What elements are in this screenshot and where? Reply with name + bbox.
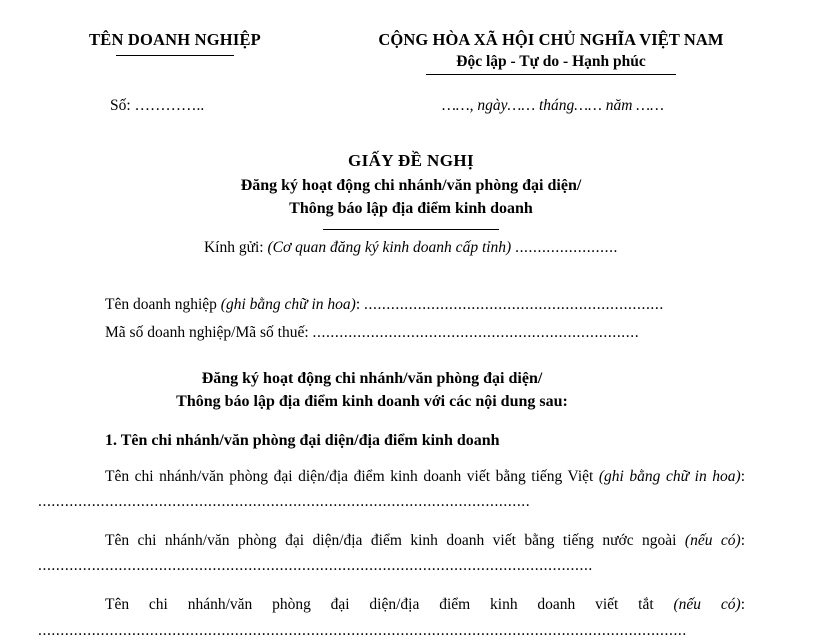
addressee-authority: (Cơ quan đăng ký kinh doanh cấp tỉnh) [267, 239, 512, 257]
divider-under-enterprise-name [116, 55, 234, 56]
document-subtitle-line-2: Thông báo lập địa điểm kinh doanh [289, 199, 533, 217]
tax-code-field-dots: ......................................................................... [312, 324, 640, 342]
section-1-paragraph-2-dots: ............................................................................................................................ [38, 557, 593, 575]
title-block [0, 151, 822, 230]
divider-under-title [323, 229, 499, 230]
section-1-paragraph-2 [38, 528, 745, 578]
section-1-paragraph-2-colon: : [740, 532, 745, 550]
addressee-line [0, 239, 822, 257]
document-body [0, 291, 822, 642]
document-header [0, 0, 822, 75]
number-date-row [0, 97, 822, 115]
section-1-paragraph-3 [38, 592, 745, 642]
document-subtitle [0, 175, 822, 220]
enterprise-name-field-dots: ................................................................... [364, 296, 664, 314]
declaration-line-2: Thông báo lập địa điểm kinh doanh với các nội dung sau: [176, 392, 568, 410]
header-left-block [0, 30, 330, 75]
section-1-paragraph-1 [38, 464, 745, 514]
document-number: Số: ………….. [110, 97, 205, 114]
tax-code-field [38, 319, 745, 347]
section-1-paragraph-1-colon: : [740, 467, 745, 485]
national-motto: Độc lập - Tự do - Hạnh phúc [456, 53, 646, 70]
section-1-paragraph-2-hint: (nếu có) [684, 532, 741, 550]
national-title: CỘNG HÒA XÃ HỘI CHỦ NGHĨA VIỆT NAM [378, 30, 724, 49]
section-1-paragraph-3-text: Tên chi nhánh/văn phòng đại diện/địa điểm kinh doanh viết tắt [105, 596, 674, 614]
section-1-paragraph-1-text: Tên chi nhánh/văn phòng đại diện/địa điểm kinh doanh viết bằng tiếng Việt [105, 467, 599, 485]
declaration-block [38, 367, 745, 413]
section-1-heading: 1. Tên chi nhánh/văn phòng đại diện/địa điểm kinh doanh [105, 431, 500, 449]
enterprise-name-heading: TÊN DOANH NGHIỆP [89, 30, 261, 49]
document-title: GIẤY ĐỀ NGHỊ [347, 151, 475, 170]
addressee-dots: ....................... [515, 239, 619, 257]
header-right-block [330, 30, 822, 75]
section-1-paragraph-3-colon: : [740, 596, 745, 614]
section-1-paragraph-1-hint: (ghi bằng chữ in hoa) [598, 467, 741, 485]
enterprise-name-field [38, 291, 745, 319]
document-date-line: ……, ngày…… tháng…… năm …… [442, 97, 664, 114]
divider-under-motto [426, 74, 676, 75]
section-1-paragraph-3-dots: ................................................................................................................................................. [38, 621, 687, 639]
enterprise-name-field-label: Tên doanh nghiệp [105, 296, 217, 314]
section-1-paragraph-1-dots: .............................................................................................................. [38, 493, 531, 511]
section-1-paragraph-2-text: Tên chi nhánh/văn phòng đại diện/địa điểm kinh doanh viết bằng tiếng nước ngoài [105, 532, 685, 550]
enterprise-name-field-colon: : [355, 296, 361, 314]
declaration-line-1: Đăng ký hoạt động chi nhánh/văn phòng đại diện/ [201, 369, 543, 387]
addressee-label: Kính gửi: [203, 239, 264, 257]
document-subtitle-line-1: Đăng ký hoạt động chi nhánh/văn phòng đại diện/ [240, 177, 582, 194]
enterprise-name-field-hint: (ghi bằng chữ in hoa) [220, 296, 356, 314]
tax-code-field-label: Mã số doanh nghiệp/Mã số thuế: [105, 324, 309, 342]
section-1-paragraph-3-hint: (nếu có) [673, 596, 741, 614]
